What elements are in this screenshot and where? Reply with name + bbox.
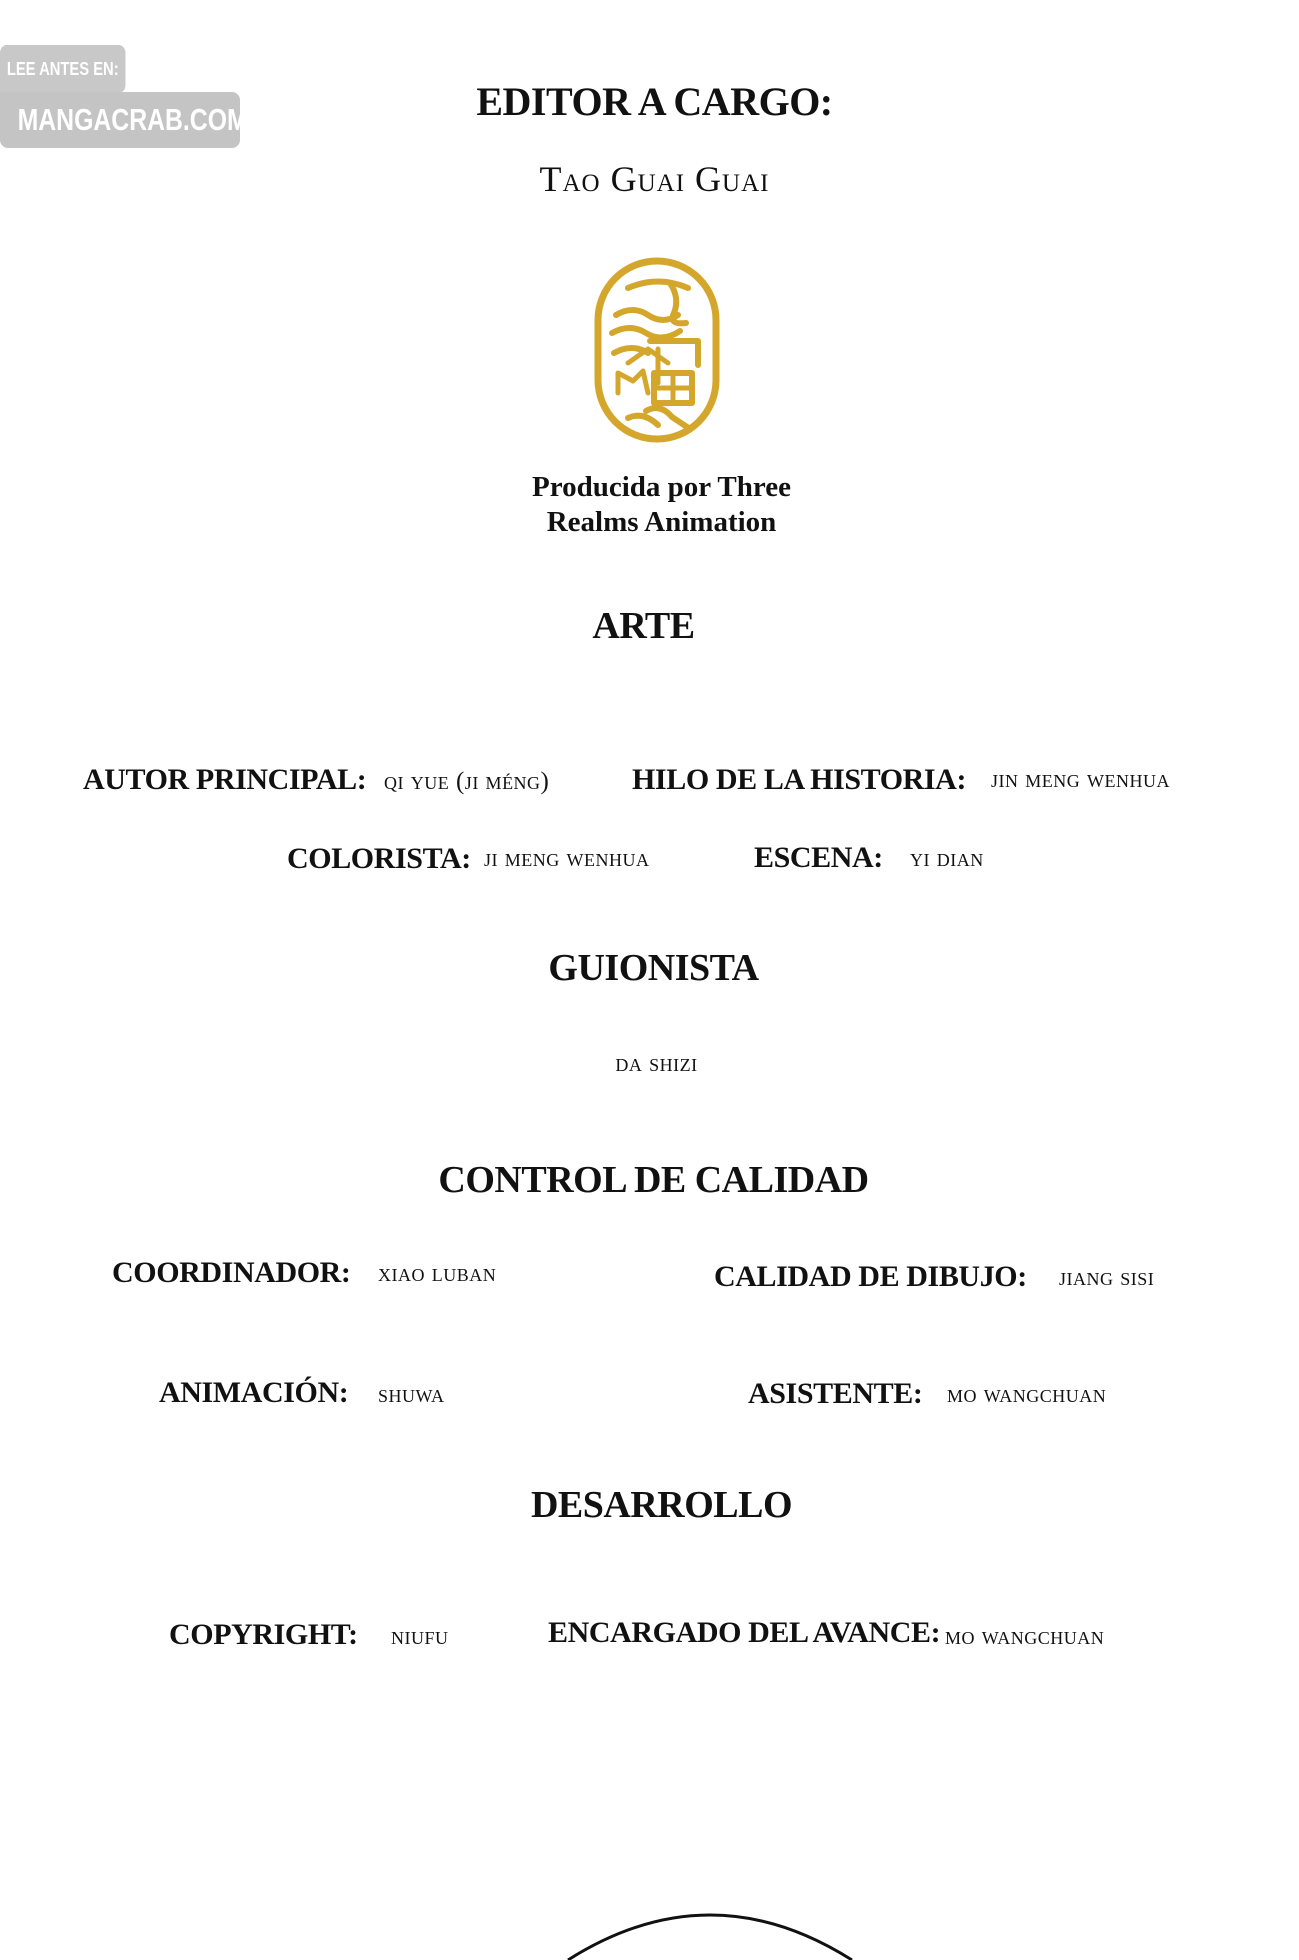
credit-label: HILO DE LA HISTORIA: bbox=[632, 763, 967, 796]
credit-value: jin meng wenhua bbox=[991, 766, 1170, 793]
watermark-site-text: MANGACRAB.COM bbox=[17, 102, 248, 137]
credit-value: xiao luban bbox=[378, 1260, 497, 1287]
credit-label: AUTOR PRINCIPAL: bbox=[83, 763, 367, 796]
editor-name: Tao Guai Guai bbox=[539, 159, 770, 199]
gold-seal-logo-icon bbox=[588, 253, 728, 448]
guionista-name: da shizi bbox=[615, 1050, 698, 1077]
credit-value: mo wangchuan bbox=[947, 1381, 1107, 1408]
watermark-label: LEE ANTES EN: bbox=[0, 45, 125, 93]
credit-value: niufu bbox=[391, 1623, 449, 1650]
section-heading-control: CONTROL DE CALIDAD bbox=[438, 1159, 869, 1201]
credit-label: ESCENA: bbox=[754, 841, 883, 874]
credit-label: COPYRIGHT: bbox=[169, 1618, 358, 1651]
credit-label: ASISTENTE: bbox=[748, 1377, 923, 1410]
section-heading-guionista: GUIONISTA bbox=[548, 947, 759, 989]
credit-label: CALIDAD DE DIBUJO: bbox=[714, 1260, 1027, 1293]
section-heading-desarrollo: DESARROLLO bbox=[530, 1484, 793, 1526]
credit-value: ji meng wenhua bbox=[484, 845, 650, 872]
credit-value: qi yue (ji méng) bbox=[384, 768, 550, 795]
producer-line1: Producida por Three bbox=[532, 471, 791, 503]
credit-label: COLORISTA: bbox=[287, 842, 471, 875]
section-heading-arte: ARTE bbox=[592, 605, 695, 647]
credit-value: jiang sisi bbox=[1059, 1264, 1155, 1291]
credit-value: shuwa bbox=[378, 1381, 445, 1408]
credit-label: ANIMACIÓN: bbox=[159, 1376, 349, 1409]
decorative-arc bbox=[560, 1880, 860, 1960]
producer-line2: Realms Animation bbox=[546, 506, 777, 538]
credit-label: ENCARGADO DEL AVANCE: bbox=[548, 1616, 941, 1649]
editor-heading: EDITOR A CARGO: bbox=[476, 79, 833, 124]
credit-value: mo wangchuan bbox=[945, 1623, 1105, 1650]
credit-value: yi dian bbox=[910, 845, 984, 872]
credit-label: COORDINADOR: bbox=[112, 1256, 351, 1289]
